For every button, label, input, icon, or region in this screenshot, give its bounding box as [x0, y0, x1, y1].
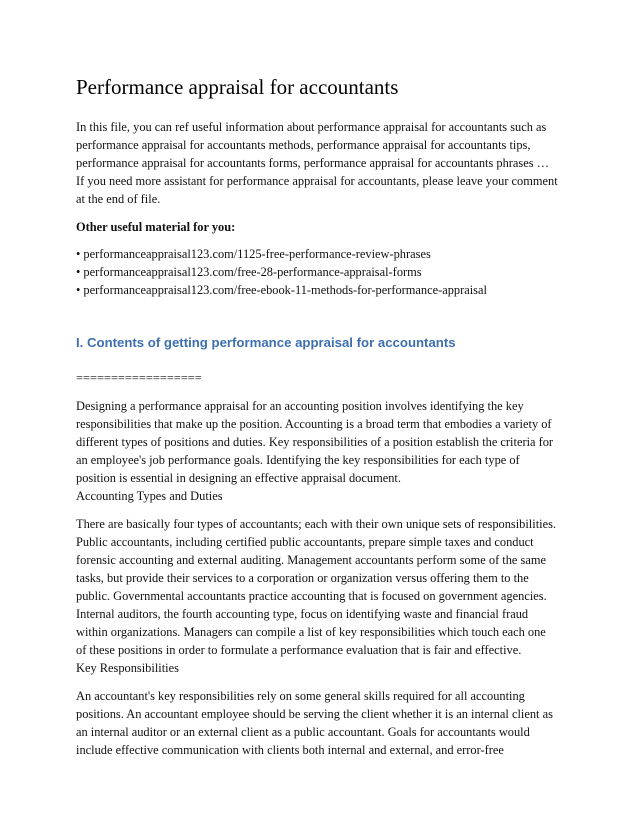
paragraph-line: There are basically four types of accountants; each with their own unique sets of responsibilities.	[76, 517, 556, 531]
intro-line: performance appraisal for accountants methods, performance appraisal for accountants tips,	[76, 138, 531, 152]
paragraph-line: an internal auditor or an external client as a public accountant. Goals for accountants would	[76, 725, 530, 739]
paragraph-line: within organizations. Managers can compile a list of key responsibilities which touch each one	[76, 625, 546, 639]
paragraph-line: an employee's job performance goals. Identifying the key responsibilities for each type of	[76, 453, 520, 467]
link-item: • performanceappraisal123.com/free-ebook-11-methods-for-performance-appraisal	[76, 283, 487, 297]
other-material-heading: Other useful material for you:	[76, 220, 236, 234]
link-item: • performanceappraisal123.com/1125-free-performance-review-phrases	[76, 247, 431, 261]
paragraph-line: responsibilities that make up the position. Accounting is a broad term that embodies a variety of	[76, 417, 552, 431]
link-item: • performanceappraisal123.com/free-28-performance-appraisal-forms	[76, 265, 422, 279]
section-heading: I. Contents of getting performance appraisal for accountants	[76, 335, 456, 350]
paragraph-line: different types of positions and duties. Key responsibilities of a position establish the criteria for	[76, 435, 554, 449]
paragraph-line: tasks, but provide their services to a corporation or organization versus offering them to the	[76, 571, 529, 585]
paragraph-line: Public accountants, including certified public accountants, prepare simple taxes and conduct	[76, 535, 534, 549]
paragraph-line: of these positions in order to formulate a performance evaluation that is fair and effective.	[76, 643, 522, 657]
paragraph-line: public. Governmental accountants practice accounting that is focused on government agencies.	[76, 589, 547, 603]
divider-text: ==================	[76, 371, 202, 385]
intro-line: In this file, you can ref useful information about performance appraisal for accountants such as	[76, 120, 547, 134]
subheading-key-responsibilities: Key Responsibilities	[76, 661, 179, 675]
paragraph-line: positions. An accountant employee should be serving the client whether it is an internal client as	[76, 707, 553, 721]
paragraph-line: Internal auditors, the fourth accounting type, focus on identifying waste and financial fraud	[76, 607, 529, 621]
paragraph-line: An accountant's key responsibilities rely on some general skills required for all accounting	[76, 689, 525, 703]
document-title: Performance appraisal for accountants	[76, 75, 399, 99]
intro-line: at the end of file.	[76, 192, 161, 206]
intro-line: performance appraisal for accountants forms, performance appraisal for accountants phrases …	[76, 156, 550, 170]
paragraph-line: Designing a performance appraisal for an accounting position involves identifying the key	[76, 399, 524, 413]
subheading-accounting-types: Accounting Types and Duties	[76, 489, 223, 503]
paragraph-line: forensic accounting and external auditing. Management accountants perform some of the same	[76, 553, 546, 567]
intro-line: If you need more assistant for performance appraisal for accountants, please leave your comment	[76, 174, 558, 188]
paragraph-line: include effective communication with clients both internal and external, and error-free	[76, 743, 504, 757]
paragraph-line: position is essential in designing an effective appraisal document.	[76, 471, 401, 485]
